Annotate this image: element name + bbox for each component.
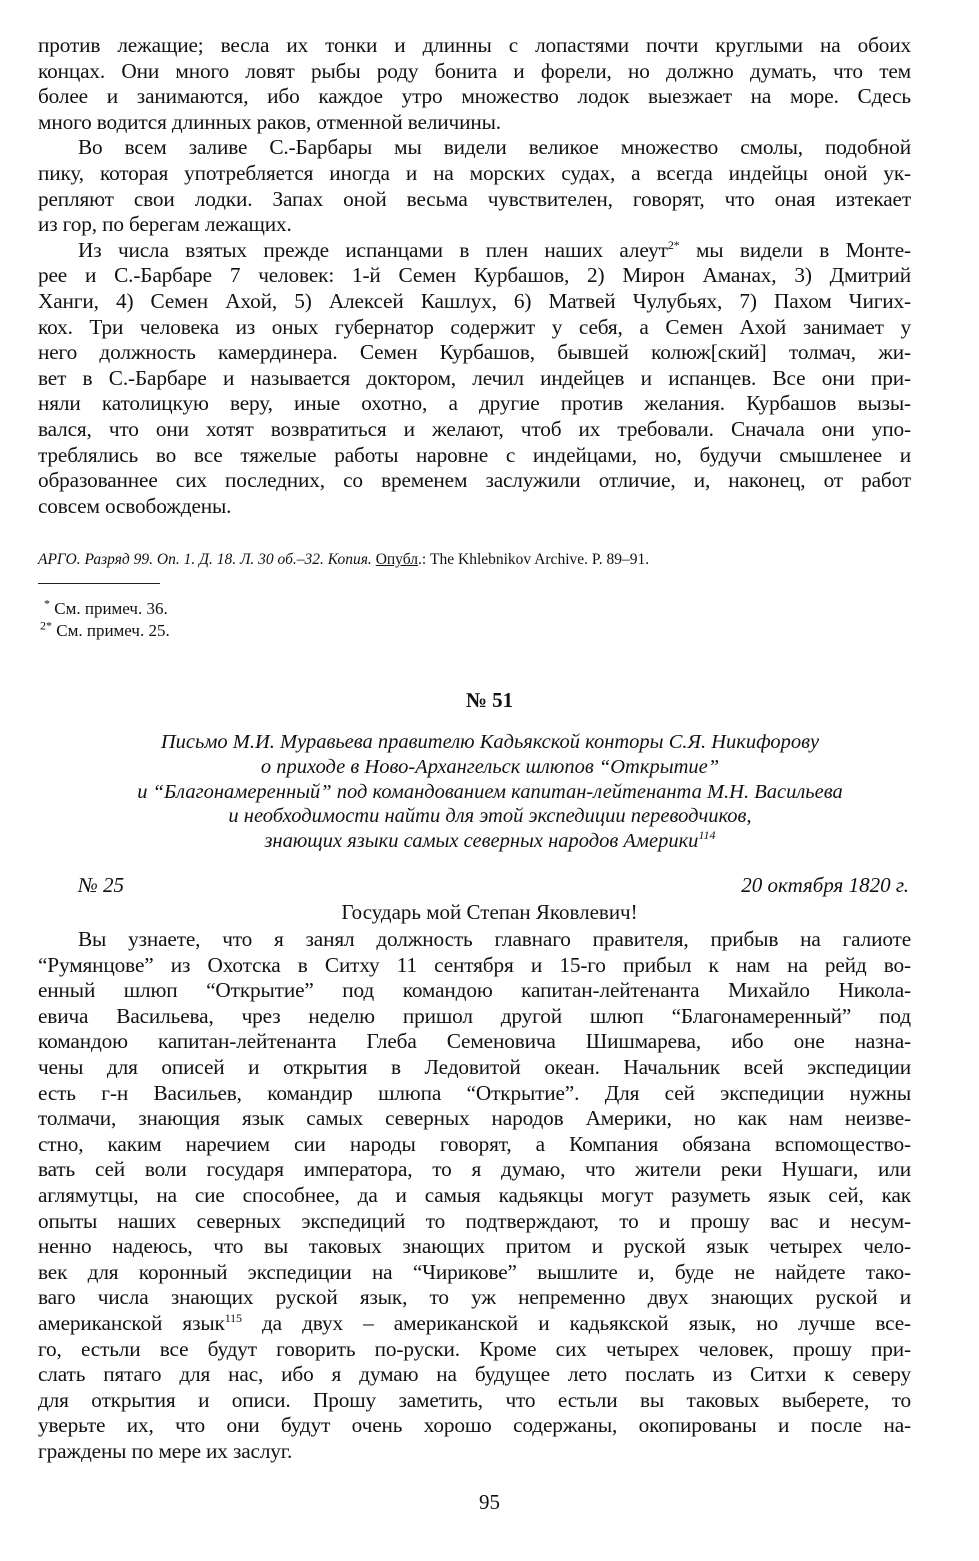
text-line: евича Васильева, чрез неделю пришол другой шлюп “Благонамеренный” под bbox=[38, 1003, 911, 1028]
text-line: есть г-н Васильев, командир шлюпа “Открытие”. Для сей экспедиции нужны bbox=[38, 1080, 911, 1105]
page-number: 95 bbox=[479, 1490, 500, 1514]
text-line bbox=[38, 238, 911, 264]
title-line: Письмо М.И. Муравьева правителю Кадьякской конторы С.Я. Никифорову bbox=[160, 731, 820, 753]
endnote-ref[interactable]: 114 bbox=[698, 828, 716, 843]
title-line: и необходимости найти для этой экспедиции переводчиков, bbox=[228, 805, 752, 828]
text-line: уверьте их, что они будут очень хорошо содержаны, окопированы и после на- bbox=[38, 1413, 911, 1438]
text-line: Вы узнаете, что я занял должность главнаго правителя, прибыв на галиоте bbox=[78, 927, 911, 951]
paragraph bbox=[38, 33, 911, 135]
text-line: концах. Они много ловят рыбы роду бонита и форели, но должно думать, что тем bbox=[38, 58, 911, 83]
text-line: для открытия и описи. Прошу заметить, что естьли вы таковых выберете, то bbox=[38, 1387, 911, 1412]
footnote-mark: * bbox=[44, 596, 50, 611]
text-line: Во всем заливе С.-Барбары мы видели великое множество смолы, подобной bbox=[78, 135, 911, 160]
footnote bbox=[44, 598, 168, 620]
paragraph bbox=[38, 238, 911, 520]
footnote-divider bbox=[38, 583, 160, 584]
text-line: вет в С.-Барбаре и называется доктором, лечил индейцев и испанцев. Все они при- bbox=[38, 365, 911, 390]
text-span: да двух – американской и кадьякской язык, но лучше все- bbox=[241, 1310, 911, 1335]
published-label: Опубл bbox=[375, 551, 418, 568]
text-line: опыты наших северных экспедиций то подтверждают, то и прошу вас и несум- bbox=[38, 1208, 911, 1233]
text-line: “Румянцове” из Охотска в Ситху 11 сентября и 15-го прибыл к нам на рейд во- bbox=[38, 952, 911, 977]
text-line: енный шлюп “Открытие” под командою капитан-лейтенанта Михайло Никола- bbox=[38, 978, 911, 1003]
text-line: более и занимаются, ибо каждое утро множество лодок выезжает на море. Сдесь bbox=[38, 84, 911, 109]
archival-source-note bbox=[38, 550, 649, 570]
letter-date: 20 октября 1820 г. bbox=[741, 873, 909, 897]
source-citation: АРГО. Разряд 99. Оп. 1. Д. 18. Л. 30 об.–32. Копия. bbox=[38, 551, 372, 568]
text-line: него должность камердинера. Семен Курбашов, бывшей колюж[ский] толмач, жи- bbox=[38, 340, 911, 365]
text-line: из гор, по берегам лежащих. bbox=[38, 212, 292, 237]
footnote bbox=[40, 620, 170, 642]
title-line bbox=[40, 829, 940, 854]
title-line: и “Благонамеренный” под командованием капитан-лейтенанта М.Н. Васильева bbox=[137, 780, 843, 803]
document-number: № 51 bbox=[465, 688, 514, 712]
text-line: кох. Три человека из оных губернатор содержит у себя, а Семен Ахой занимает у bbox=[38, 314, 911, 339]
text-line: репляют свои лодки. Запах оной весьма чувствителен, говорят, что оная изтекает bbox=[38, 186, 911, 211]
text-line: слать пятаго для нас, ибо я думаю на будущее лето послать из Ситхи к северу bbox=[38, 1362, 911, 1387]
text-line: вался, что они хотят возвратиться и желают, чтоб их требовали. Сначала они упо- bbox=[38, 416, 911, 441]
document-title bbox=[40, 730, 940, 854]
text-line: пику, которая употребляется иногда и на морских судах, а всегда индейцы оной ук- bbox=[38, 160, 911, 185]
title-text: знающих языки самых северных народов Америки bbox=[264, 830, 699, 853]
paragraph bbox=[38, 135, 911, 237]
text-line: толмачи, знающия язык самых северных народов Америки, но как нам неизве- bbox=[38, 1106, 911, 1131]
published-ref: .: The Khlebnikov Archive. P. 89–91. bbox=[417, 551, 650, 568]
text-line: образованнее сих последних, со временем заслужили отличие, и, наконец, от работ bbox=[38, 468, 911, 493]
text-span: Из числа взятых прежде испанцами в плен наших алеут bbox=[78, 237, 668, 262]
text-line: рее и С.-Барбаре 7 человек: 1-й Семен Курбашов, 2) Мирон Аманах, 3) Дмитрий bbox=[38, 263, 911, 288]
text-line: вать сей воли государя императора, то я думаю, что жители реки Нушаги, или bbox=[38, 1157, 911, 1182]
text-line: чены для описей и открытия в Ледовитой океан. Начальник всей экспедиции bbox=[38, 1054, 911, 1079]
salutation: Государь мой Степан Яковлевич! bbox=[341, 900, 638, 924]
text-line: стно, каким наречием сии народы говорят, а Компания обязана вспомоществo- bbox=[38, 1131, 911, 1156]
footnote-mark: 2* bbox=[40, 618, 52, 633]
footnote-text: См. примеч. 25. bbox=[52, 621, 170, 640]
text-line: няли католицкую веру, иные охотно, а другие против желания. Курбашов вызы- bbox=[38, 391, 911, 416]
text-line: Ханги, 4) Семен Ахой, 5) Алексей Кашлух, 6) Матвей Чулубьях, 7) Пахом Чигих- bbox=[38, 288, 911, 313]
text-line: ненно надеюсь, что вы таковых знающих притом и рускoй язык четырех чело- bbox=[38, 1234, 911, 1259]
text-line bbox=[38, 1311, 911, 1337]
endnote-ref[interactable]: 115 bbox=[224, 1310, 242, 1325]
title-line: о приходе в Ново-Архангельск шлюпов “Открытие” bbox=[260, 755, 720, 778]
paragraph bbox=[38, 927, 911, 1464]
letter-number: № 25 bbox=[78, 873, 125, 897]
footnote-text: См. примеч. 36. bbox=[50, 599, 168, 618]
text-line: го, естьли все будут говорить по-руски. Кроме сих четырех человек, прошу при- bbox=[38, 1336, 911, 1361]
text-line: много водится длинных раков, отменной величины. bbox=[38, 109, 501, 134]
text-line: век для коронный экспедиции на “Чирикове” вышлите и, буде не найдете тако- bbox=[38, 1259, 911, 1284]
text-span: американской язык bbox=[38, 1310, 225, 1335]
text-line: аглямутцы, на сие способнее, да и самыя кадьякцы могут разуметь язык сей, как bbox=[38, 1182, 911, 1207]
text-line: совсем освобождены. bbox=[38, 493, 232, 518]
text-span: мы видели в Монте- bbox=[679, 237, 911, 262]
letter-body bbox=[38, 927, 911, 1464]
text-line: граждены по мере их заслуг. bbox=[38, 1438, 293, 1463]
text-line: ваго числа знающих рускoй язык, то уж непременно двух знающих рускoй и bbox=[38, 1285, 911, 1310]
text-line: против лежащие; весла их тонки и длинны с лопастями почти круглыми на обоих bbox=[38, 33, 911, 57]
text-line: треблялись во все тяжелые работы наровне с индейцами, но, будучи смышленее и bbox=[38, 442, 911, 467]
page-body bbox=[38, 33, 911, 519]
footnote-ref[interactable]: 2* bbox=[667, 237, 680, 252]
text-line: командою капитан-лейтенанта Глеба Семеновича Шишмарева, ибо оне назна- bbox=[38, 1029, 911, 1054]
